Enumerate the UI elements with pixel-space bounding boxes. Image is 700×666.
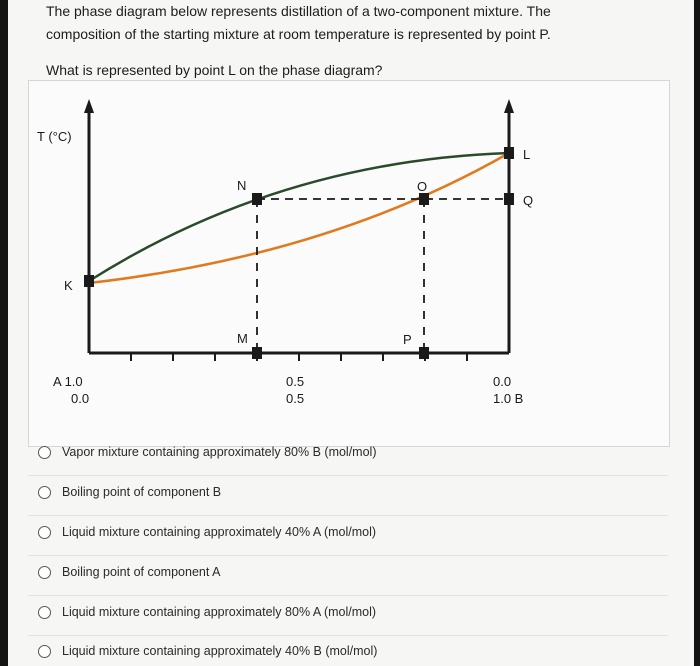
answer-option-1[interactable]	[38, 441, 376, 463]
point-o-marker	[419, 193, 429, 205]
radio-icon[interactable]	[38, 526, 51, 539]
radio-icon[interactable]	[38, 446, 51, 459]
x-label-left-bottom: 0.0	[71, 391, 90, 406]
temperature-axis-label: T (°C)	[37, 129, 72, 144]
question-prompt: What is represented by point L on the phase diagram?	[46, 62, 383, 78]
point-m-marker	[252, 347, 262, 359]
option-divider	[28, 635, 668, 636]
vapor-curve	[89, 153, 509, 281]
x-label-mid-top: 0.5	[286, 374, 305, 389]
right-axis-arrow-icon	[504, 99, 514, 113]
point-p-label: P	[403, 332, 412, 347]
radio-icon[interactable]	[38, 645, 51, 658]
point-k-label: K	[64, 278, 73, 293]
answer-option-2[interactable]	[38, 481, 221, 503]
point-n-label: N	[237, 178, 247, 193]
point-n-marker	[252, 193, 262, 205]
answer-option-label: Liquid mixture containing approximately 40% B (mol/mol)	[62, 644, 378, 658]
point-q-label: Q	[523, 193, 534, 208]
x-label-mid-bottom: 0.5	[286, 391, 305, 406]
option-divider	[28, 555, 668, 556]
answer-option-5[interactable]	[38, 601, 376, 623]
question-text-line-2: composition of the starting mixture at room temperature is represented by point P.	[46, 26, 551, 42]
option-divider	[28, 475, 668, 476]
answer-option-6[interactable]	[38, 640, 377, 662]
radio-icon[interactable]	[38, 486, 51, 499]
radio-icon[interactable]	[38, 606, 51, 619]
point-o-label: O	[417, 179, 428, 194]
phase-diagram-svg	[29, 81, 669, 446]
x-label-right-top: 0.0	[493, 374, 512, 389]
answer-option-label: Liquid mixture containing approximately 80% A (mol/mol)	[62, 605, 377, 619]
option-divider	[28, 515, 668, 516]
x-label-a-left: A 1.0	[53, 374, 83, 389]
left-axis-arrow-icon	[84, 99, 94, 113]
point-l-label: L	[523, 147, 531, 162]
point-m-label: M	[237, 331, 248, 346]
answer-option-label: Boiling point of component B	[62, 485, 222, 499]
question-text-line-1: The phase diagram below represents distillation of a two-component mixture. The	[46, 3, 551, 19]
answer-option-label: Boiling point of component A	[62, 565, 221, 579]
answer-option-label: Vapor mixture containing approximately 80% B (mol/mol)	[62, 445, 377, 459]
answer-option-3[interactable]	[38, 521, 376, 543]
liquid-curve	[89, 153, 509, 283]
point-k-marker	[84, 275, 94, 287]
answer-option-4[interactable]	[38, 561, 220, 583]
point-l-marker	[504, 147, 514, 159]
phase-diagram	[28, 80, 670, 447]
x-label-right-bottom: 1.0 B	[493, 391, 524, 406]
point-p-marker	[419, 347, 429, 359]
option-divider	[28, 595, 668, 596]
point-q-marker	[504, 193, 514, 205]
radio-icon[interactable]	[38, 566, 51, 579]
question-card	[8, 0, 694, 666]
answer-option-label: Liquid mixture containing approximately 40% A (mol/mol)	[62, 525, 377, 539]
